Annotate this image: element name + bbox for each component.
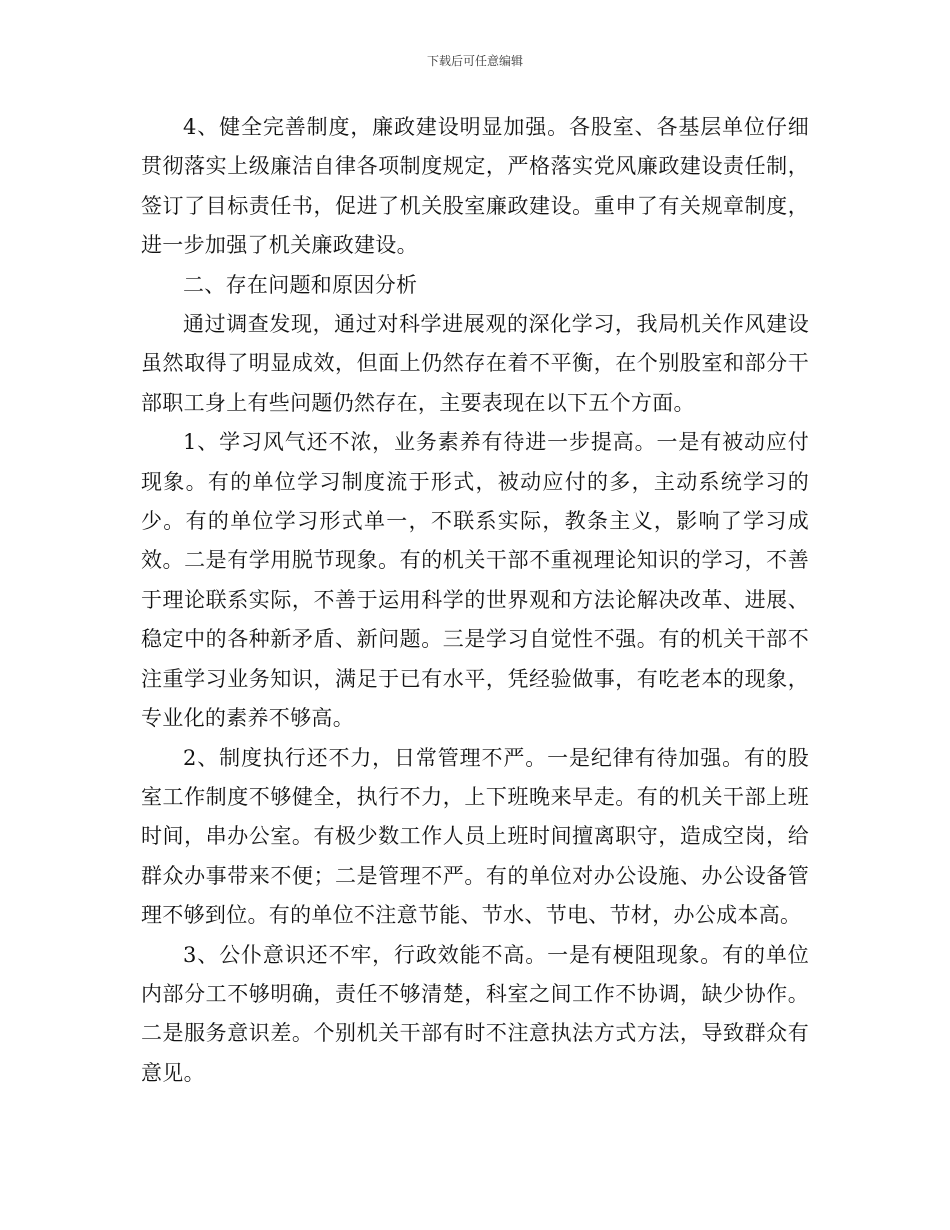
- paragraph-integrity-building: 4、健全完善制度，廉政建设明显加强。各股室、各基层单位仔细贯彻落实上级廉洁自律各项制度规定，严格落实党风廉政建设责任制，签订了目标责任书，促进了机关股室廉政建设。重申了有关规章制度，进一步加强了机关廉政建设。: [141, 115, 809, 258]
- paragraph-system-execution: 2、制度执行还不力，日常管理不严。一是纪律有待加强。有的股室工作制度不够健全，执行不力，上下班晚来早走。有的机关干部上班时间，串办公室。有极少数工作人员上班时间擅离职守，造成空岗，给群众办事带来不便；二是管理不严。有的单位对办公设施、办公设备管理不够到位。有的单位不注意节能、节水、节电、节材，办公成本高。: [141, 745, 809, 928]
- page-header: 下载后可任意编辑: [426, 54, 523, 68]
- paragraph-public-servant-awareness: 3、公仆意识还不牢，行政效能不高。一是有梗阻现象。有的单位内部分工不够明确，责任不够清楚，科室之间工作不协调，缺少协作。二是服务意识差。个别机关干部有时不注意执法方式方法，导致群众有意见。: [141, 942, 809, 1085]
- paragraph-learning-atmosphere: 1、学习风气还不浓，业务素养有待进一步提高。一是有被动应付现象。有的单位学习制度流于形式，被动应付的多，主动系统学习的少。有的单位学习形式单一，不联系实际，教条主义，影响了学习成效。二是有学用脱节现象。有的机关干部不重视理论知识的学习，不善于理论联系实际，不善于运用科学的世界观和方法论解决改革、进展、稳定中的各种新矛盾、新问题。三是学习自觉性不强。有的机关干部不注重学习业务知识，满足于已有水平，凭经验做事，有吃老本的现象，专业化的素养不够高。: [141, 430, 809, 731]
- section-heading-problems: 二、存在问题和原因分析: [183, 272, 418, 297]
- document-body: [141, 108, 809, 1093]
- paragraph-survey-findings: 通过调查发现，通过对科学进展观的深化学习，我局机关作风建设虽然取得了明显成效，但面上仍然存在着不平衡，在个别股室和部分干部职工身上有些问题仍然存在，主要表现在以下五个方面。: [141, 312, 809, 415]
